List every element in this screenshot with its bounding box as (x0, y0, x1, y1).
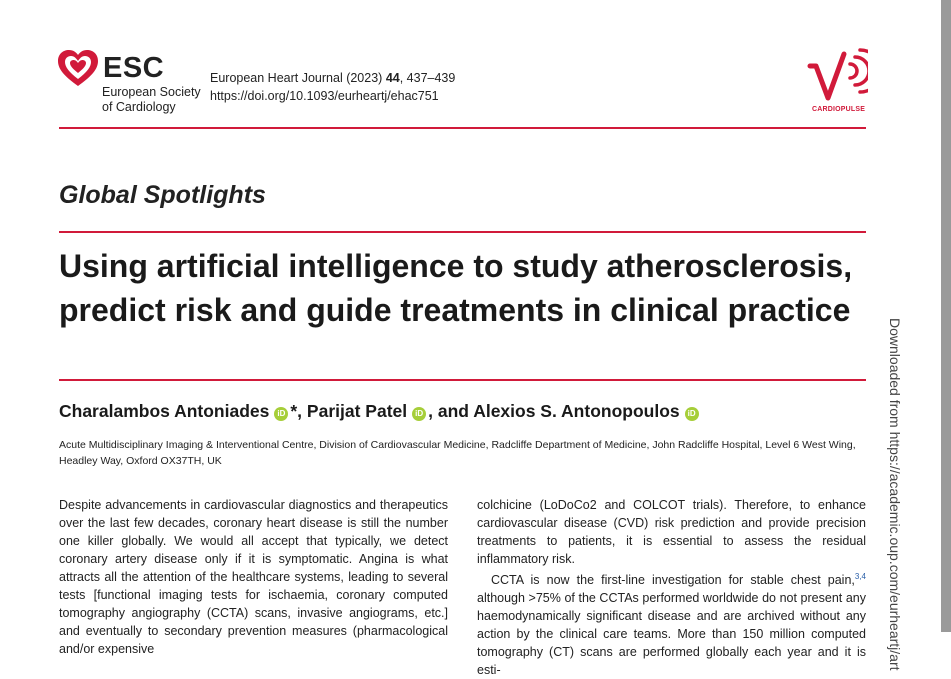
author-separator: , and (428, 401, 474, 421)
journal-pages: , 437–439 (399, 71, 456, 85)
journal-volume: 44 (385, 71, 400, 85)
cardiopulse-label: CARDIOPULSE (812, 106, 866, 113)
body-text: CCTA is now the first-line investigation for stable chest pain, (491, 573, 855, 588)
cardiopulse-logo-icon (806, 46, 868, 102)
esc-heart-logo-icon (58, 50, 98, 88)
journal-prefix: European Heart Journal (2023) (210, 71, 386, 85)
section-label: Global Spotlights (59, 181, 266, 209)
body-paragraph (477, 568, 866, 679)
orcid-icon[interactable]: iD (274, 407, 288, 421)
affiliation: Acute Multidisciplinary Imaging & Interventional Centre, Division of Cardiovascular Medicine, Radcliffe Department of Medicine, John Radcliffe Hospital, Level 6 West Wing, Headley Way, Oxford OX37TH, UK (59, 439, 856, 467)
body-paragraph: colchicine (LoDoCo2 and COLCOT trials). Therefore, to enhance cardiovascular disease (CVD) risk prediction and provide precision treatments to patients, it is essential to assess the residual inflammatory risk. (477, 498, 866, 566)
author-name[interactable]: Parijat Patel (306, 401, 408, 421)
body-column-right (477, 496, 866, 679)
download-watermark: Downloaded from https://academic.oup.com/eurheartj/art (887, 318, 903, 671)
author-list (59, 401, 701, 422)
doi-link[interactable]: https://doi.org/10.1093/eurheartj/ehac751 (210, 89, 439, 103)
header-rule (59, 127, 866, 129)
body-text: although >75% of the CCTAs performed worldwide do not present any haemodynamically significant disease and are archived without any action by the clinical care teams. More than 150 million computed tomography (CT) scans are performed globally each year and it is esti- (477, 591, 866, 678)
viewer-scroll-edge (941, 0, 951, 632)
title-bottom-rule (59, 379, 866, 381)
title-top-rule (59, 231, 866, 233)
author-name[interactable]: Charalambos Antoniades (59, 401, 270, 421)
esc-sub-line-2: of Cardiology (102, 100, 176, 114)
corresponding-mark: *, (290, 401, 307, 421)
esc-name: ESC (103, 52, 165, 84)
journal-citation (210, 71, 455, 85)
body-paragraph: Despite advancements in cardiovascular diagnostics and therapeutics over the last few decades, coronary heart disease is still the number one killer globally. We would all accept that typically, we detect coronary artery disease only if it is symptomatic. Angina is what attracts all the attention of the healthcare systems, leading to several tests [functional imaging tests for ischaemia, coronary computed tomography angiography (CCTA) scans, invasive angiograms, etc.] and eventually to secondary prevention measures (pharmacological and/or expensive (59, 498, 448, 656)
body-column-left (59, 496, 448, 658)
orcid-icon[interactable]: iD (685, 407, 699, 421)
esc-full-name (102, 85, 201, 115)
orcid-icon[interactable]: iD (412, 407, 426, 421)
esc-sub-line-1: European Society (102, 85, 201, 99)
author-name[interactable]: Alexios S. Antonopoulos (473, 401, 680, 421)
article-title: Using artificial intelligence to study atherosclerosis, predict risk and guide treatments in clinical practice (59, 248, 853, 328)
reference-link[interactable]: 3,4 (854, 572, 866, 581)
